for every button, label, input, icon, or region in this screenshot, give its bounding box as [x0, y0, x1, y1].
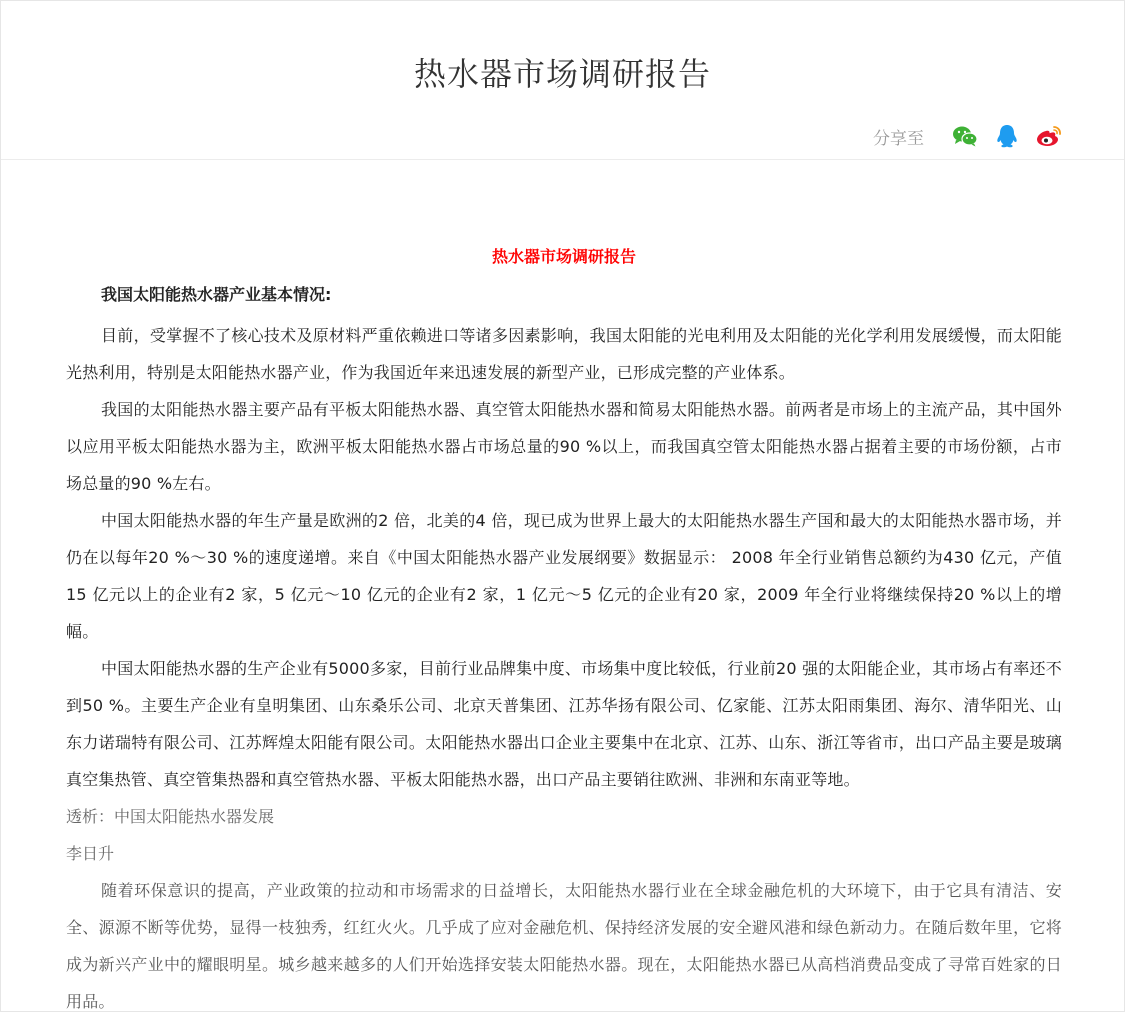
paragraph: 我国的太阳能热水器主要产品有平板太阳能热水器、真空管太阳能热水器和简易太阳能热水器。前两者是市场上的主流产品，其中国外以应用平板太阳能热水器为主，欧洲平板太阳能热水器占市场总量的90 %以上，而我国真空管太阳能热水器占据着主要的市场份额，占市场总量的90 %左右。 [66, 400, 1062, 493]
paragraph: 中国太阳能热水器的年生产量是欧洲的2 倍，北美的4 倍，现已成为世界上最大的太阳能热水器生产国和最大的太阳能热水器市场，并仍在以每年20 %～30 %的速度递增。来自《中国太阳能热水器产业发展纲要》数据显示： 2008 年全行业销售总额约为430 亿元，产值15 亿元以上的企业有2 家，5 亿元～10 亿元的企业有2 家，1 亿元～5 亿元的企业有20 家，2009 年全行业将继续保持20 %以上的增幅。 [66, 511, 1062, 641]
doc-title: 热水器市场调研报告 [491, 247, 636, 266]
qq-icon[interactable] [992, 121, 1022, 151]
paragraph: 目前，受掌握不了核心技术及原材料严重依赖进口等诸多因素影响，我国太阳能的光电利用及太阳能的光化学利用发展缓慢，而太阳能光热利用，特别是太阳能热水器产业，作为我国近年来迅速发展的新型产业，已形成完整的产业体系。 [66, 326, 1062, 382]
page-title: 热水器市场调研报告 [413, 55, 711, 93]
author-name: 李日升 [66, 844, 115, 863]
paragraph: 随着环保意识的提高，产业政策的拉动和市场需求的日益增长，太阳能热水器行业在全球金融危机的大环境下，由于它具有清洁、安全、源源不断等优势，显得一枝独秀，红红火火。几乎成了应对金融危机、保持经济发展的安全避风港和绿色新动力。在随后数年里，它将成为新兴产业中的耀眼明星。城乡越来越多的人们开始选择安装太阳能热水器。现在，太阳能热水器已从高档消费品变成了寻常百姓家的日用品。 [66, 881, 1062, 1011]
analysis-label: 透析：中国太阳能热水器发展 [66, 807, 275, 826]
wechat-icon[interactable] [950, 121, 980, 151]
weibo-icon[interactable] [1034, 121, 1064, 151]
section-heading: 我国太阳能热水器产业基本情况: [101, 285, 332, 304]
article-header [1, 1, 1124, 160]
share-label: 分享至 [873, 128, 924, 149]
paragraph: 中国太阳能热水器的生产企业有5000多家，目前行业品牌集中度、市场集中度比较低，行业前20 强的太阳能企业，其市场占有率还不到50 %。主要生产企业有皇明集团、山东桑乐公司、北京天普集团、江苏华扬有限公司、亿家能、江苏太阳雨集团、海尔、清华阳光、山东力诺瑞特有限公司、江苏辉煌太阳能有限公司。太阳能热水器出口企业主要集中在北京、江苏、山东、浙江等省市，出口产品主要是玻璃真空集热管、真空管集热器和真空管热水器、平板太阳能热水器，出口产品主要销往欧洲、非洲和东南亚等地。 [66, 659, 1062, 789]
article-body [66, 243, 1062, 1020]
share-bar [873, 121, 1064, 151]
